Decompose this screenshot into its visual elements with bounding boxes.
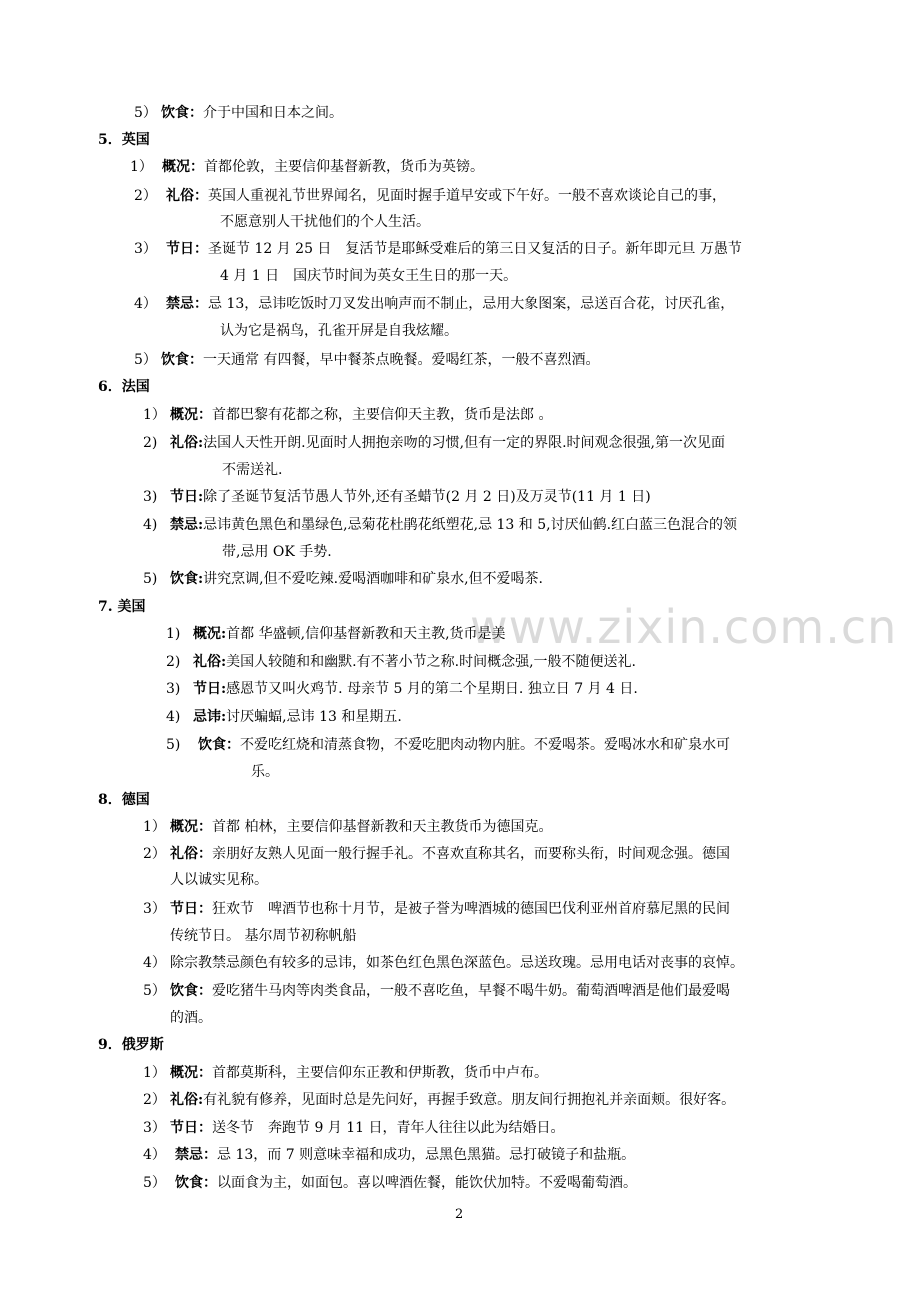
list-item: 1） 概况：首都伦敦，主要信仰基督新教，货币为英镑。 [130, 159, 484, 175]
page-number: 2 [455, 1207, 464, 1222]
section-heading-russia: 9．俄罗斯 [98, 1037, 164, 1053]
list-item-continuation: 4 月 1 日 国庆节时间为英女王生日的那一天。 [220, 268, 518, 284]
list-item: 5) 饮食：不爱吃红烧和清蒸食物，不爱吃肥肉动物内脏。不爱喝茶。爱喝冰水和矿泉水可 [166, 737, 730, 753]
list-item: 1） 概况：首都 柏林，主要信仰基督新教和天主教货币为德国克。 [143, 819, 553, 835]
list-item: 4） 除宗教禁忌颜色有较多的忌讳，如茶色红色黑色深蓝色。忌送玫瑰。忌用电话对丧事的哀悼。 [143, 955, 744, 971]
list-item-continuation: 传统节日。 基尔周节初称帆船 [170, 928, 357, 944]
list-item: 1） 概况：首都莫斯科，主要信仰东正教和伊斯教，货币中卢布。 [143, 1065, 548, 1081]
list-item-continuation: 乐。 [251, 764, 279, 780]
list-item: 3) 节日:除了圣诞节复活节愚人节外,还有圣蜡节(2 月 2 日)及万灵节(11 月 1 日) [143, 489, 651, 505]
list-item: 2) 礼俗:美国人较随和和幽默.有不著小节之称.时间概念强,一般不随便送礼. [166, 654, 636, 670]
list-item-continuation: 认为它是祸鸟，孔雀开屏是自我炫耀。 [220, 323, 458, 339]
list-item: 5） 饮食：一天通常 有四餐，早中餐茶点晚餐。爱喝红茶，一般不喜烈酒。 [134, 352, 600, 368]
list-item: 4） 禁忌：忌 13，忌讳吃饭时刀叉发出响声而不制止，忌用大象图案，忌送百合花，讨厌孔雀， [134, 296, 735, 312]
list-item: 1) 概况:首都 华盛顿,信仰基督新教和天主教,货币是美 [166, 626, 506, 642]
list-item: 2） 礼俗：英国人重视礼节世界闻名，见面时握手道早安或下午好。一般不喜欢谈论自己的事， [134, 188, 726, 204]
list-item: 2) 礼俗:法国人天性开朗.见面时人拥抱亲吻的习惯,但有一定的界限.时间观念很强,第一次见面 [143, 435, 725, 451]
list-item-continuation: 的酒。 [170, 1010, 212, 1026]
list-item: 2） 礼俗:有礼貌有修养，见面时总是先问好，再握手致意。朋友间行拥抱礼并亲面颊。很好客。 [143, 1092, 736, 1108]
list-item-continuation: 带,忌用 OK 手势. [222, 544, 332, 560]
list-item: 5） 饮食：介于中国和日本之间。 [134, 105, 343, 121]
list-item: 5） 饮食：爱吃猪牛马肉等肉类食品，一般不喜吃鱼，早餐不喝牛奶。葡萄酒啤酒是他们最爱喝 [143, 983, 730, 999]
list-item: 1） 概况：首都巴黎有花都之称，主要信仰天主教，货币是法郎 。 [143, 407, 553, 423]
list-item-continuation: 不需送礼. [222, 462, 283, 478]
section-heading-usa: 7. 美国 [98, 599, 146, 615]
list-item: 4) 禁忌:忌讳黄色黑色和墨绿色,忌菊花杜鹃花纸塑花,忌 13 和 5,讨厌仙鹤.红白蓝三色混合的领 [143, 517, 738, 533]
list-item: 4） 禁忌：忌 13，而 7 则意味幸福和成功，忌黑色黑猫。忌打破镜子和盐瓶。 [143, 1147, 636, 1163]
section-heading-france: 6．法国 [98, 379, 150, 395]
section-heading-uk: 5．英国 [98, 132, 150, 148]
section-heading-germany: 8．德国 [98, 792, 150, 808]
list-item: 3） 节日：圣诞节 12 月 25 日 复活节是耶稣受难后的第三日又复活的日子。新年即元旦 万愚节 [134, 241, 742, 257]
watermark-text: www.zixin.com.cn [470, 600, 898, 654]
list-item: 2） 礼俗：亲朋好友熟人见面一般行握手礼。不喜欢直称其名，而要称头衔，时间观念强。德国 [143, 846, 730, 862]
list-item: 4) 忌讳:讨厌蝙蝠,忌讳 13 和星期五. [166, 709, 402, 725]
list-item-continuation: 不愿意别人干扰他们的个人生活。 [220, 214, 430, 230]
list-item: 5） 饮食：以面食为主，如面包。喜以啤酒佐餐，能饮伏加特。不爱喝葡萄酒。 [143, 1175, 637, 1191]
list-item: 3） 节日：送冬节 奔跑节 9 月 11 日，青年人往往以此为结婚日。 [143, 1120, 565, 1136]
list-item: 3） 节日：狂欢节 啤酒节也称十月节，是被子誉为啤酒城的德国巴伐利亚州首府慕尼黑的民间 [143, 901, 730, 917]
list-item: 3) 节日:感恩节又叫火鸡节. 母亲节 5 月的第二个星期日. 独立日 7 月 4 日. [166, 681, 638, 697]
list-item: 5) 饮食:讲究烹调,但不爱吃辣.爱喝酒咖啡和矿泉水,但不爱喝茶. [143, 571, 543, 587]
list-item-continuation: 人以诚实见称。 [170, 872, 268, 888]
